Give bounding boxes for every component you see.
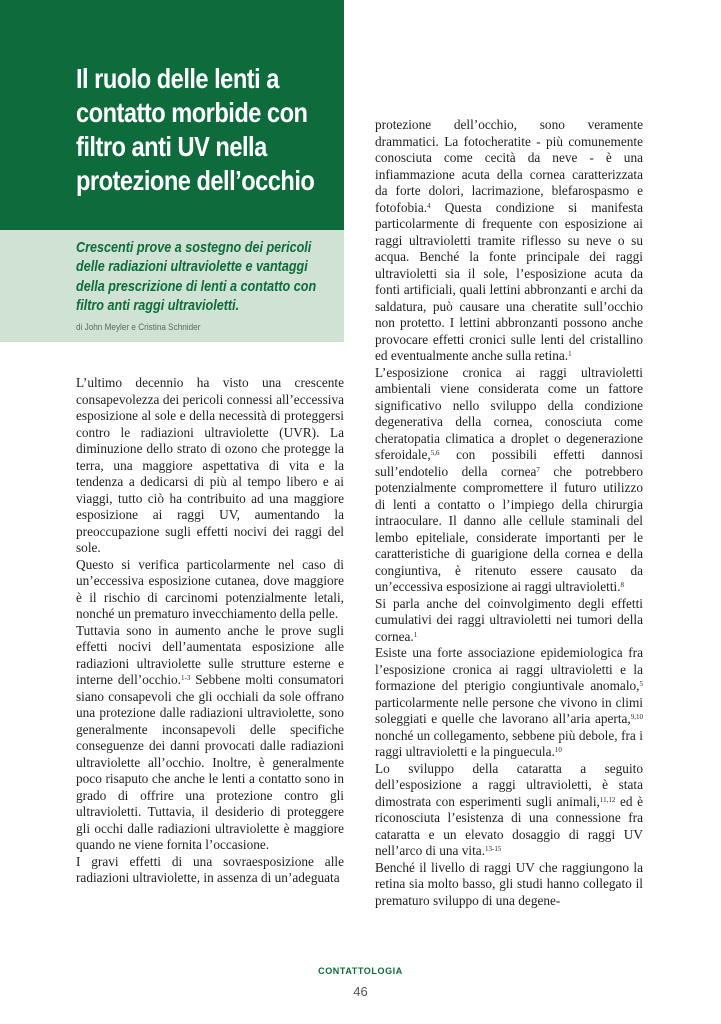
footnote-reference: 5 — [639, 680, 643, 688]
paragraph-text: particolarmente nelle persone che vivono in climi soleggiati e quelle che lavorano all’aria aperta, — [375, 694, 643, 726]
paragraph-text: Tuttavia sono in aumento anche le prove sugli effetti nocivi dell’aumentata esposizione alle radiazioni ultraviolette sulle strutture esterne e interne dell’occhio. — [76, 622, 344, 687]
magazine-name: CONTATTOLOGIA — [318, 966, 403, 976]
body-paragraph — [76, 375, 344, 557]
article-title: Il ruolo delle lenti a contatto morbide con filtro anti UV nella protezione dell’occhio — [76, 63, 315, 196]
footnote-reference: 5,6 — [430, 449, 440, 457]
article-byline: di John Meyler e Cristina Schnider — [76, 322, 201, 333]
body-paragraph — [375, 761, 643, 860]
body-paragraph — [375, 645, 643, 761]
paragraph-text: che potrebbero potenzialmente compromettere il futuro utilizzo di lenti a contatto o l’impiego della chirurgia intraoculare. Il danno alle cellule staminali del lembo epiteliale, considerate importanti per le caratteristiche di guarigione della cornea e della congiuntiva, è ritenuto essere causato da un’eccessiva esposizione ai raggi ultravioletti. — [375, 463, 643, 594]
subtitle-block — [0, 230, 344, 342]
paragraph-text: Esiste una forte associazione epidemiologica fra l’esposizione cronica ai raggi ultravioletti e la formazione del pterigio congiuntivale anomalo, — [375, 645, 643, 693]
page-number: 46 — [353, 984, 368, 999]
footnote-reference: 11,12 — [599, 795, 616, 804]
paragraph-text: Benché il livello di raggi UV che raggiungono la retina sia molto basso, gli studi hanno collegato il prematuro sviluppo di una degene- — [375, 859, 643, 908]
article-subtitle: Crescenti prove a sostegno dei pericoli delle radiazioni ultraviolette e vantaggi della prescrizione di lenti a contatto con filtro anti raggi ultravioletti. — [76, 239, 317, 314]
footnote-reference: 9,10 — [630, 713, 643, 721]
paragraph-text: protezione dell’occhio, sono veramente drammatici. La fotocheratite - più comunemente conosciuta come cecità da neve - è una infiammazione acuta della cornea caratterizzata da forte dolori, lacrimazione, blefarospasmo e fotofobia. — [375, 117, 643, 215]
body-paragraph — [375, 860, 643, 910]
body-paragraph — [76, 557, 344, 623]
body-paragraph — [76, 623, 344, 854]
paragraph-text: Si parla anche del coinvolgimento degli effetti cumulativi dei raggi ultravioletti nei tumori della cornea. — [375, 595, 643, 644]
paragraph-text: Questo si verifica particolarmente nel caso di un’eccessiva esposizione cutanea, dove maggiore è il rischio di carcinomi potenzialmente letali, nonché un prematuro invecchiamento della pelle. — [76, 556, 344, 621]
body-paragraph — [375, 365, 643, 596]
body-paragraph — [375, 117, 643, 365]
paragraph-text: Lo sviluppo della cataratta a seguito dell’esposizione a raggi ultravioletti, è stata dimostrata con esperimenti sugli animali, — [375, 760, 643, 809]
paragraph-text: L’esposizione cronica ai raggi ultravioletti ambientali viene considerata come un fattore significativo nello sviluppo della condizione degenerativa della cornea, conosciuta come cheratopatia climatica a droplet o degenerazione sferoidale, — [375, 364, 643, 462]
paragraph-text: Questa condizione si manifesta particolarmente di frequente con esposizione ai raggi ultravioletti tramite riflesso su neve o su acqua. Benché la fonte principale dei raggi ultravioletti sia il sole, l’esposizione acuta da fonti artificiali, quali lettini abbronzanti e archi da saldatura, può causare una cheratite sull’occhio non protetto. I lettini abbronzanti possono anche provocare effetti cronici sulle lenti del cristallino ed eventualmente anche sulla retina. — [375, 199, 643, 363]
left-column — [76, 375, 344, 887]
footnote-reference: 1-3 — [181, 674, 191, 682]
paragraph-text: Sebbene molti consumatori siano consapevoli che gli occhiali da sole offrano una protezione dalle radiazioni ultraviolette, sono generalmente inconsapevoli delle specifiche conseguenze dei danni provocati dalle radiazioni ultraviolette all’occhio. Inoltre, è generalmente poco risaputo che anche le lenti a contatto sono in grado di offrire una protezione contro gli ultravioletti. Tuttavia, il desiderio di proteggere gli occhi dalle radiazioni ultraviolette è maggiore quando ne viene fornita l’occasione. — [76, 672, 344, 852]
paragraph-text: L’ultimo decennio ha visto una crescente consapevolezza dei pericoli connessi all’eccessiva esposizione al sole e della necessità di proteggersi contro le radiazioni ultraviolette (UVR). La diminuzione dello strato di ozono che protegge la terra, una maggiore aspettativa di vita e la tendenza a dedicarsi di più al tempo libero e ai viaggi, tutto ciò ha contribuito ad una maggiore esposizione ai raggi UV, aumentando la preoccupazione sugli effetti nocivi dei raggi del sole. — [76, 375, 344, 555]
footnote-reference: 13-15 — [485, 845, 502, 853]
paragraph-text: con possibili effetti dannosi sull’endotelio della cornea — [375, 447, 643, 479]
footnote-reference: 1 — [413, 630, 418, 639]
footnote-reference: 7 — [536, 465, 540, 474]
paragraph-text: I gravi effetti di una sovraesposizione alle radiazioni ultraviolette, in assenza di un’adeguata — [76, 853, 344, 885]
paragraph-text: nonché un collegamento, sebbene più debole, fra i raggi ultravioletti e la pinguecula. — [375, 727, 643, 759]
body-paragraph — [76, 854, 344, 887]
footnote-reference: 8 — [620, 581, 625, 589]
body-paragraph — [375, 596, 643, 646]
paragraph-text: ed è riconosciuta l’esistenza di una connessione fra cataratta e un elevato dosaggio di raggi UV nell’arco di una vita. — [375, 793, 644, 858]
title-block — [0, 0, 344, 230]
right-column — [375, 117, 643, 909]
footnote-reference: 1 — [568, 350, 572, 358]
footnote-reference: 4 — [427, 201, 431, 210]
footnote-reference: 10 — [554, 746, 562, 754]
